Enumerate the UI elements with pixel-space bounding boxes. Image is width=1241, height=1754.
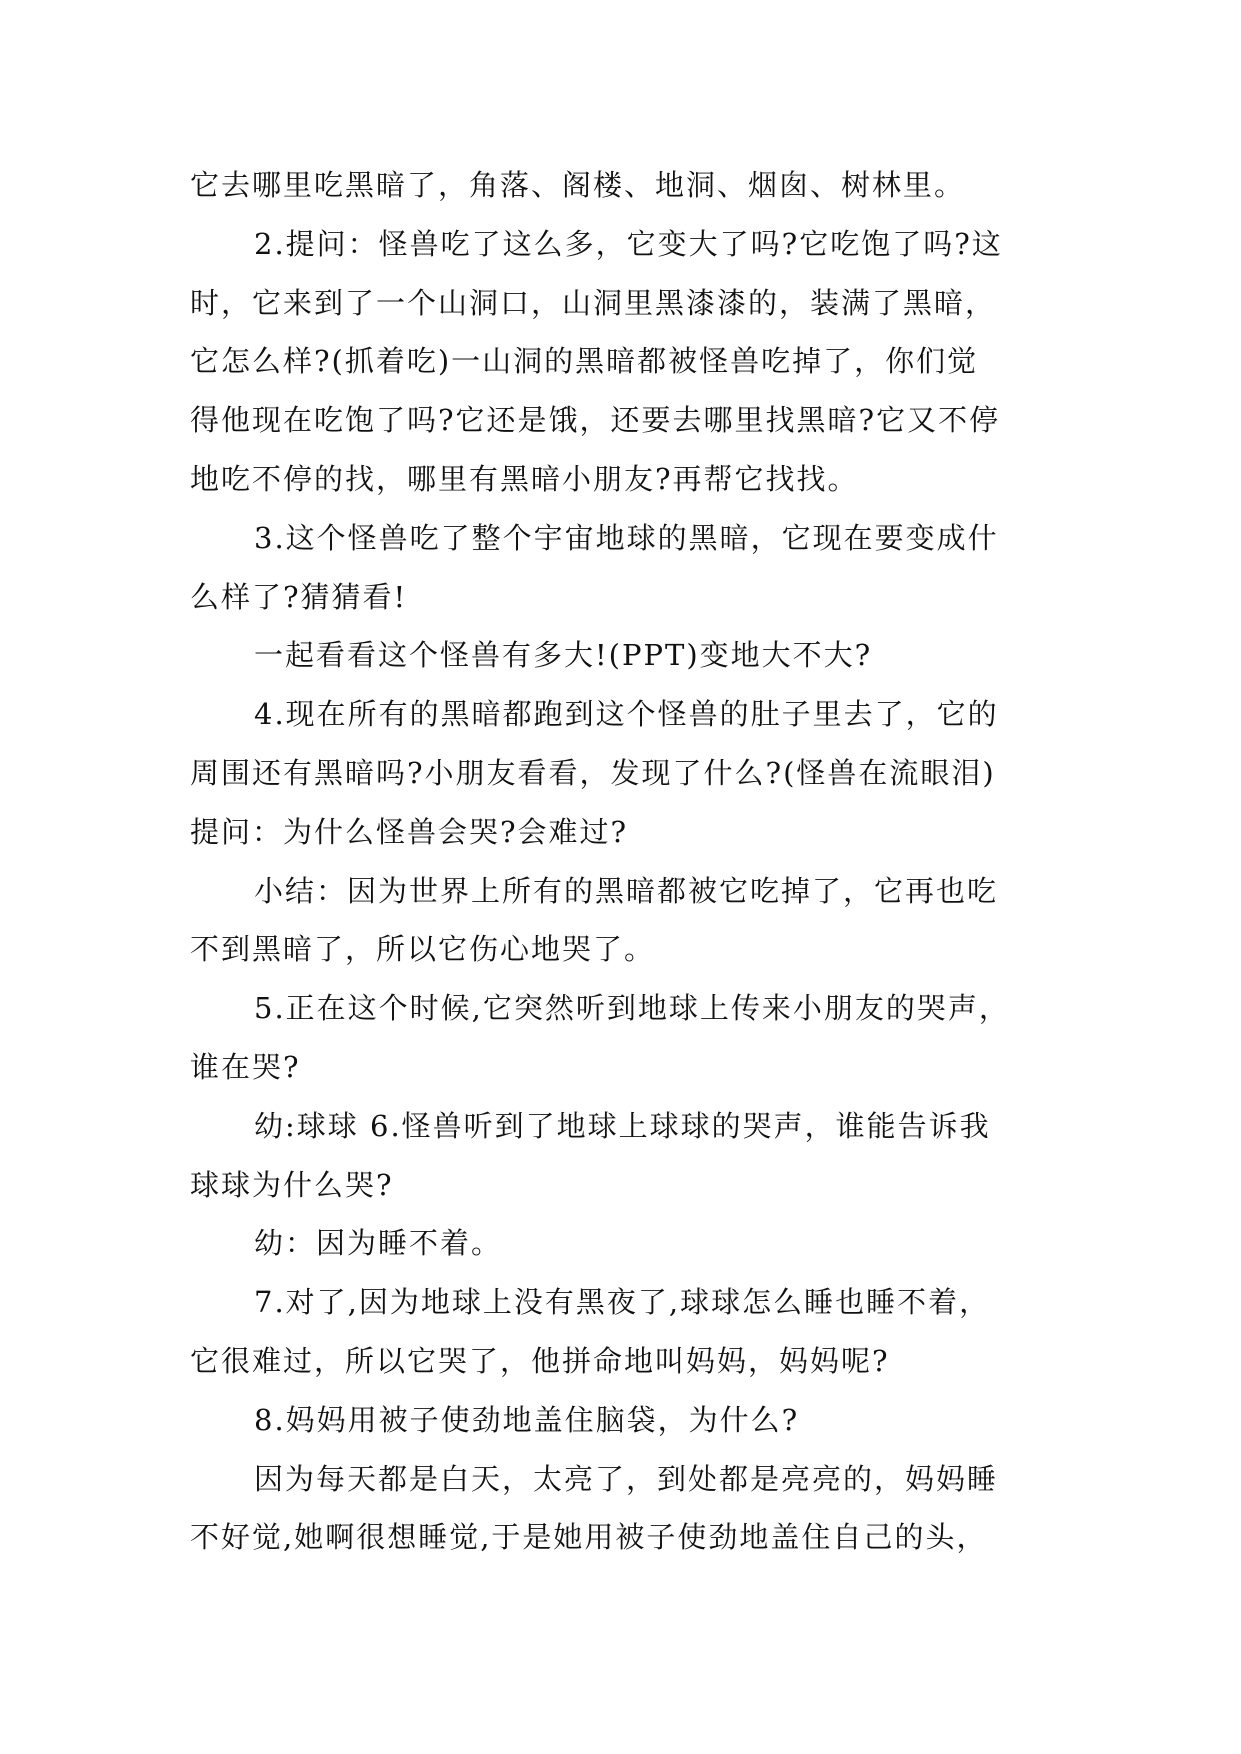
text-line: 4.现在所有的黑暗都跑到这个怪兽的肚子里去了，它的 (254, 697, 999, 732)
text-line: 3.这个怪兽吃了整个宇宙地球的黑暗，它现在要变成什 (254, 520, 999, 555)
text-line: 幼：因为睡不着。 (254, 1226, 503, 1261)
text-line: 幼:球球 6.怪兽听到了地球上球球的哭声，谁能告诉我 (254, 1108, 991, 1143)
text-line: 不好觉,她啊很想睡觉,于是她用被子使劲地盖住自己的头， (190, 1520, 988, 1555)
text-line: 时，它来到了一个山洞口，山洞里黑漆漆的，装满了黑暗， (190, 285, 997, 320)
text-line: 提问：为什么怪兽会哭?会难过? (190, 814, 629, 849)
text-line: 得他现在吃饱了吗?它还是饿，还要去哪里找黑暗?它又不停 (190, 403, 1001, 438)
text-line: 谁在哭? (190, 1049, 301, 1084)
text-line: 地吃不停的找，哪里有黑暗小朋友?再帮它找找。 (190, 461, 859, 496)
text-line: 么样了?猜猜看! (190, 579, 408, 614)
text-line: 它去哪里吃黑暗了，角落、阁楼、地洞、烟囱、树林里。 (190, 168, 966, 202)
text-line: 5.正在这个时候,它突然听到地球上传来小朋友的哭声， (254, 991, 1010, 1026)
text-line: 它怎么样?(抓着吃)一山洞的黑暗都被怪兽吃掉了，你们觉 (190, 344, 979, 379)
text-line: 不到黑暗了，所以它伤心地哭了。 (190, 932, 656, 967)
text-line: 因为每天都是白天，太亮了，到处都是亮亮的，妈妈睡 (254, 1461, 999, 1496)
text-line: 7.对了,因为地球上没有黑夜了,球球怎么睡也睡不着， (254, 1285, 991, 1320)
text-line: 一起看看这个怪兽有多大!(PPT)变地大不大? (254, 638, 873, 673)
text-line: 球球为什么哭? (190, 1167, 394, 1202)
text-line: 它很难过，所以它哭了，他拼命地叫妈妈，妈妈呢? (190, 1343, 890, 1378)
text-line: 8.妈妈用被子使劲地盖住脑袋，为什么? (254, 1402, 800, 1437)
text-line: 周围还有黑暗吗?小朋友看看，发现了什么?(怪兽在流眼泪) (190, 755, 996, 790)
text-line: 2.提问：怪兽吃了这么多，它变大了吗?它吃饱了吗?这 (254, 226, 1003, 261)
text-line: 小结：因为世界上所有的黑暗都被它吃掉了，它再也吃 (254, 873, 999, 908)
document-body (190, 156, 1060, 1567)
